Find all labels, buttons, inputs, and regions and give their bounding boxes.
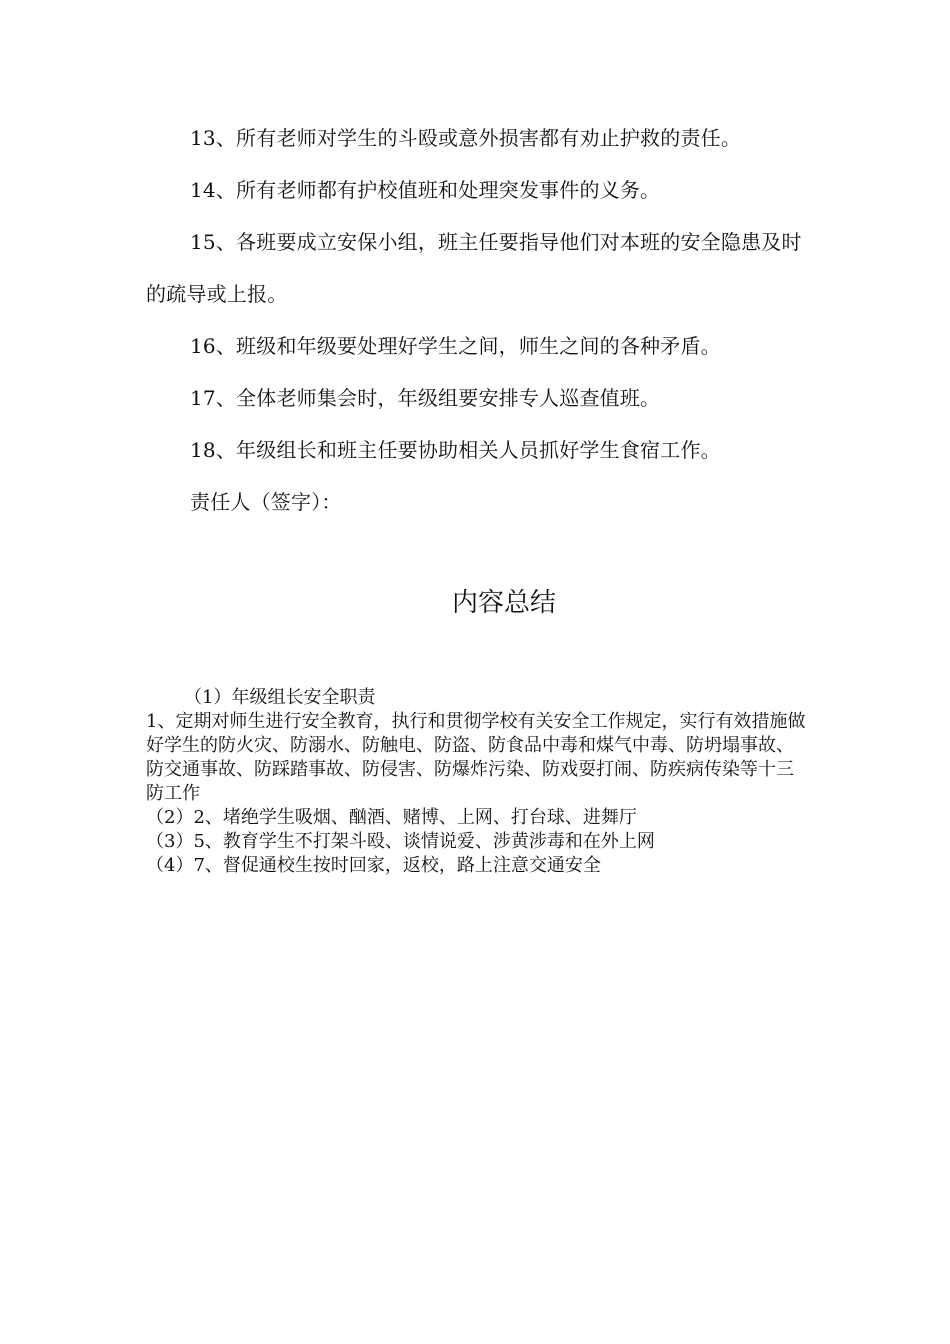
summary-paragraph: 1、定期对师生进行安全教育，执行和贯彻学校有关安全工作规定，实行有效措施做好学生的防火灾、防溺水、防触电、防盗、防食品中毒和煤气中毒、防坍塌事故、防交通事故、防踩踏事故、防侵害、防爆炸污染、防戏耍打闹、防疾病传染等十三防工作 (146, 711, 806, 804)
clause-17: 17、全体老师集会时，年级组要安排专人巡查值班。 (190, 386, 661, 410)
summary-title: 内容总结 (451, 588, 556, 618)
summary-item-4: （4）7、督促通校生按时回家，返校，路上注意交通安全 (146, 855, 601, 876)
summary-item-3: （3）5、教育学生不打架斗殴、谈情说爱、涉黄涉毒和在外上网 (146, 831, 655, 852)
summary-heading: （1）年级组长安全职责 (184, 687, 376, 708)
clause-18: 18、年级组长和班主任要协助相关人员抓好学生食宿工作。 (190, 438, 721, 462)
clause-15: 15、各班要成立安保小组，班主任要指导他们对本班的安全隐患及时的疏导或上报。 (146, 230, 802, 306)
responsibility-clauses (146, 112, 806, 528)
clause-14: 14、所有老师都有护校值班和处理突发事件的义务。 (190, 178, 661, 202)
clause-16: 16、班级和年级要处理好学生之间，师生之间的各种矛盾。 (190, 334, 721, 358)
summary-section (146, 686, 806, 878)
clause-13: 13、所有老师对学生的斗殴或意外损害都有劝止护救的责任。 (190, 126, 742, 150)
summary-item-2: （2）2、堵绝学生吸烟、酗酒、赌博、上网、打台球、进舞厅 (146, 807, 637, 828)
signature-line: 责任人（签字）： (190, 490, 342, 514)
